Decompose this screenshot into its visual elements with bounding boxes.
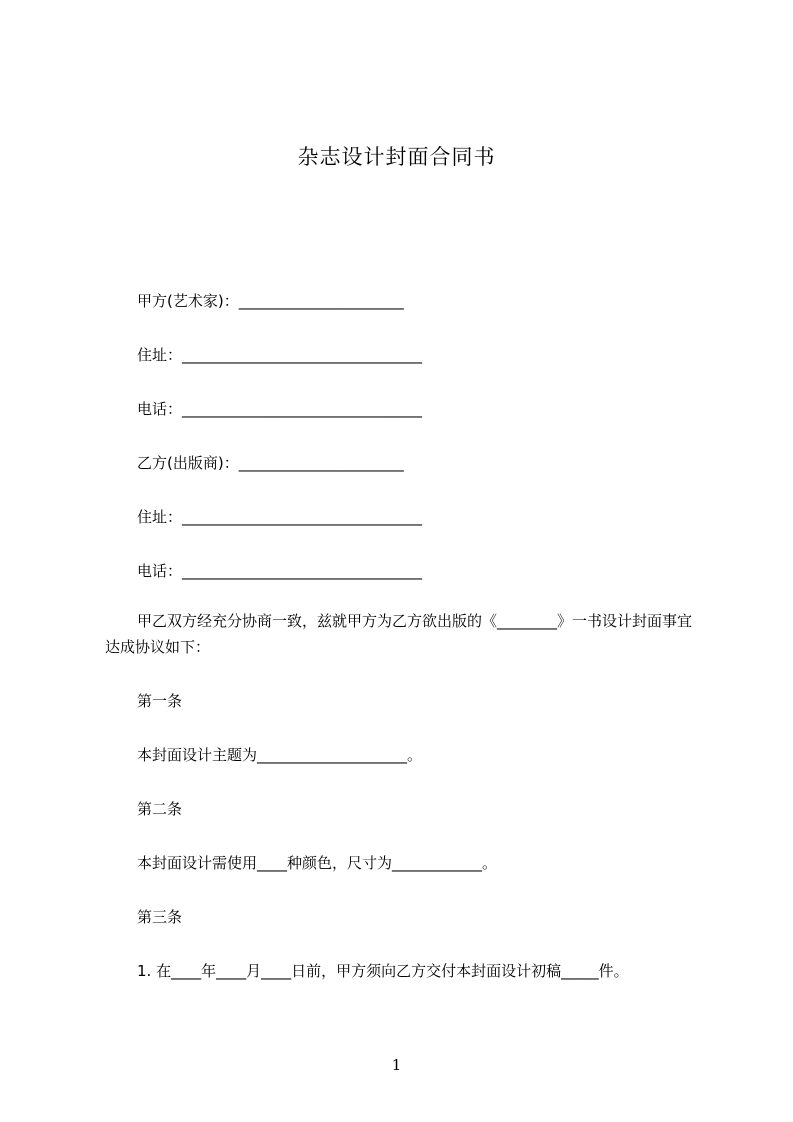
party-a-line: 甲方(艺术家)：______________________ — [137, 292, 404, 310]
article-2-text: 本封面设计需使用____种颜色，尺寸为____________。 — [137, 854, 498, 872]
party-b-address-line: 住址：________________________________ — [137, 508, 423, 526]
article-3-item-1: 1. 在____年____月____日前，甲方须向乙方交付本封面设计初稿_____件。 — [137, 962, 629, 980]
party-b-phone-line: 电话：________________________________ — [137, 562, 423, 580]
party-a-phone-line: 电话：________________________________ — [137, 400, 423, 418]
party-b-line: 乙方(出版商)：______________________ — [137, 454, 404, 472]
page-number: 1 — [391, 1056, 402, 1074]
party-a-address-line: 住址：________________________________ — [137, 346, 423, 364]
preamble-paragraph: 甲乙双方经充分协商一致，兹就甲方为乙方欲出版的《________》一书设计封面事宜达成协议如下： — [105, 612, 693, 656]
article-3-heading: 第三条 — [137, 908, 183, 926]
document-title: 杂志设计封面合同书 — [297, 145, 496, 169]
article-2-heading: 第二条 — [137, 800, 183, 818]
article-1-text: 本封面设计主题为____________________。 — [137, 746, 423, 764]
article-1-heading: 第一条 — [137, 692, 183, 710]
